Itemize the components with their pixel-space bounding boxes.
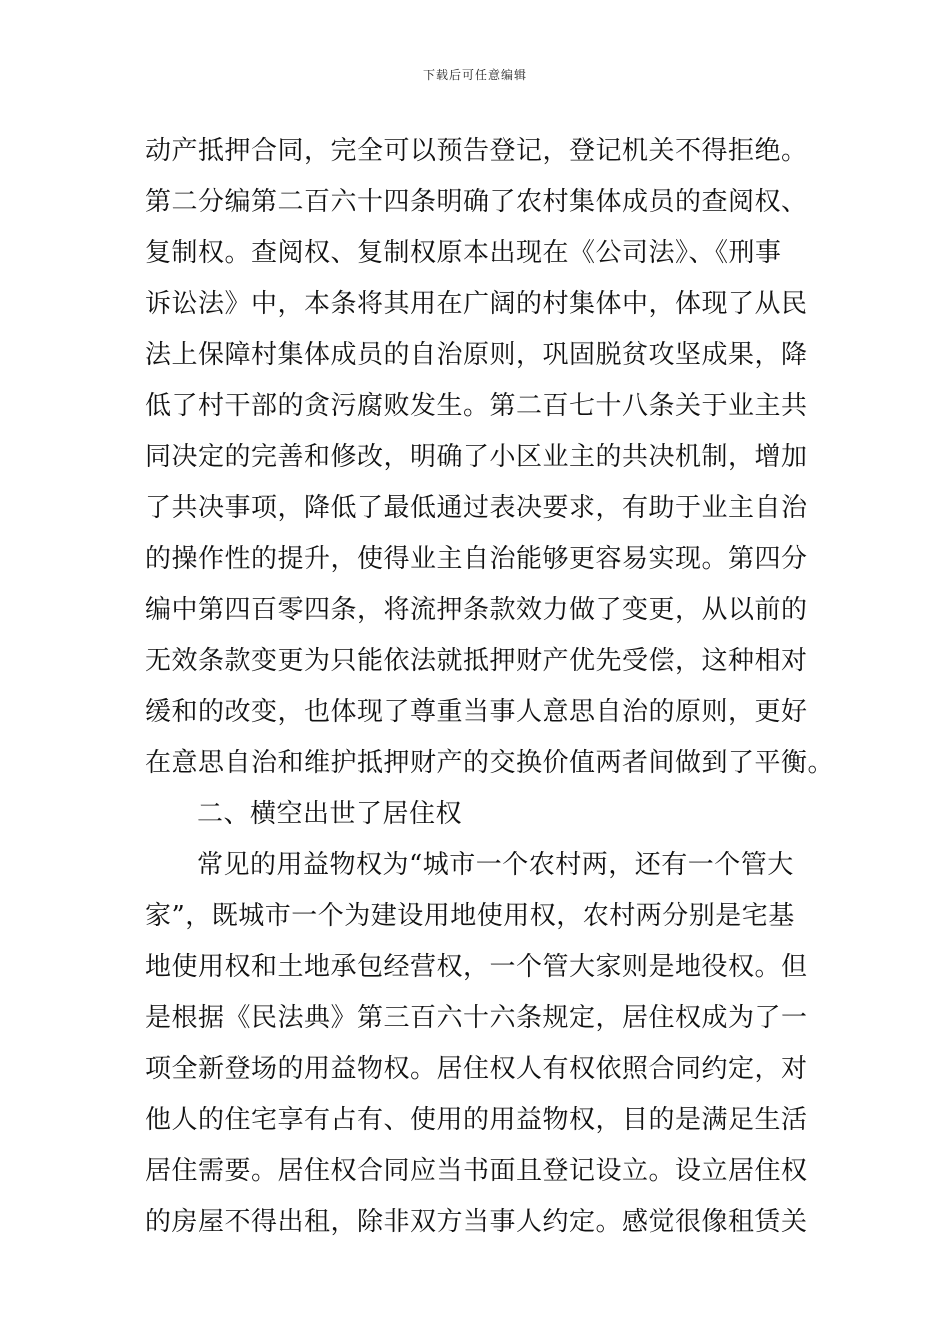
text-line: 的房屋不得出租，除非双方当事人约定。感觉很像租赁关 bbox=[145, 1207, 808, 1237]
text-line: 地使用权和土地承包经营权，一个管大家则是地役权。但 bbox=[145, 952, 808, 982]
page-header: 下载后可任意编辑 bbox=[422, 68, 527, 82]
text-line: 他人的住宅享有占有、使用的用益物权，目的是满足生活 bbox=[145, 1105, 808, 1135]
text-line: 第二分编第二百六十四条明确了农村集体成员的查阅权、 bbox=[145, 187, 808, 217]
text-line: 家”，既城市一个为建设用地使用权，农村两分别是宅基 bbox=[145, 901, 795, 931]
text-line: 低了村干部的贪污腐败发生。第二百七十八条关于业主共 bbox=[145, 391, 808, 421]
text-line: 复制权。查阅权、复制权原本出现在《公司法》、《刑事 bbox=[145, 238, 782, 268]
paragraph-start-line: 常见的用益物权为“城市一个农村两，还有一个管大 bbox=[197, 850, 794, 880]
text-line: 无效条款变更为只能依法就抵押财产优先受偿，这种相对 bbox=[145, 646, 808, 676]
text-line: 在意思自治和维护抵押财产的交换价值两者间做到了平衡。 bbox=[145, 748, 835, 778]
text-line: 编中第四百零四条，将流押条款效力做了变更，从以前的 bbox=[145, 595, 808, 625]
text-line: 诉讼法》中，本条将其用在广阔的村集体中，体现了从民 bbox=[145, 289, 808, 319]
text-line: 同决定的完善和修改，明确了小区业主的共决机制，增加 bbox=[145, 442, 808, 472]
text-line: 项全新登场的用益物权。居住权人有权依照合同约定，对 bbox=[145, 1054, 808, 1084]
section-heading: 二、横空出世了居住权 bbox=[197, 799, 463, 829]
text-line: 是根据《民法典》第三百六十六条规定，居住权成为了一 bbox=[145, 1003, 808, 1033]
text-line: 居住需要。居住权合同应当书面且登记设立。设立居住权 bbox=[145, 1156, 808, 1186]
text-line: 法上保障村集体成员的自治原则，巩固脱贫攻坚成果，降 bbox=[145, 340, 808, 370]
text-line: 的操作性的提升，使得业主自治能够更容易实现。第四分 bbox=[145, 544, 808, 574]
text-line: 了共决事项，降低了最低通过表决要求，有助于业主自治 bbox=[145, 493, 808, 523]
text-line: 缓和的改变，也体现了尊重当事人意思自治的原则，更好 bbox=[145, 697, 808, 727]
text-line: 动产抵押合同，完全可以预告登记，登记机关不得拒绝。 bbox=[145, 136, 808, 166]
document-body bbox=[145, 126, 835, 1248]
